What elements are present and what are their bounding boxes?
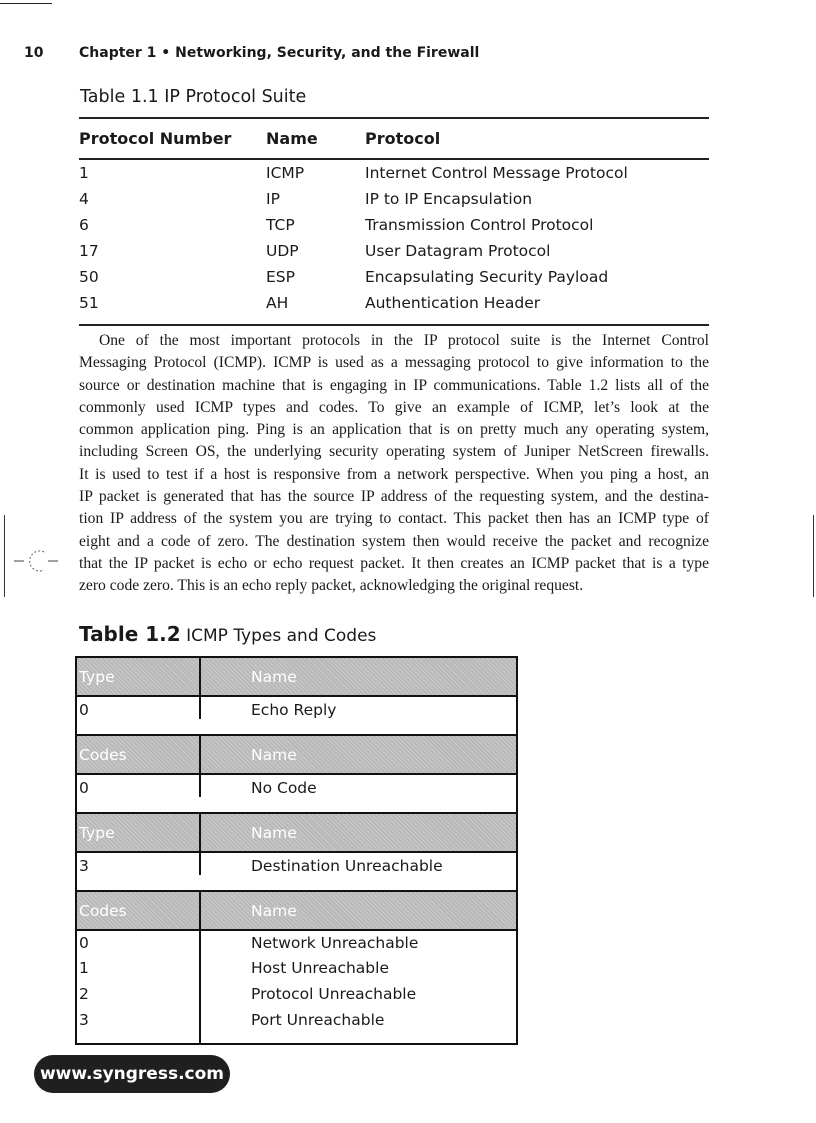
table-row [79, 160, 709, 186]
section-header-row [77, 736, 516, 775]
table-cell: Transmission Control Protocol [365, 216, 594, 234]
paragraph-line: commonly used ICMP types and codes. To give an example of ICMP, let’s look at the [79, 398, 709, 416]
table-bottom-padding [77, 1035, 201, 1043]
table-2-title [79, 622, 376, 646]
table-2-label: Table 1.2 [79, 622, 181, 646]
header-cell: Codes [77, 736, 201, 773]
paragraph-line: One of the most important protocols in the IP protocol suite is the Internet Control [99, 332, 709, 349]
table-cell: 0 [77, 931, 201, 957]
registration-mark-icon [14, 548, 60, 574]
table-cell: User Datagram Protocol [365, 242, 551, 260]
top-left-rule [0, 3, 52, 4]
table-cell: Port Unreachable [251, 1011, 385, 1029]
table-cell: Network Unreachable [251, 934, 419, 952]
table-row [77, 931, 418, 957]
table-cell: 4 [79, 190, 89, 208]
table-row [77, 697, 516, 736]
table-row [79, 264, 709, 290]
table-row [79, 186, 709, 212]
paragraph-line: Messaging Protocol (ICMP). ICMP is used as a messaging protocol to give information to the [79, 354, 709, 372]
header-cell: Name [251, 745, 297, 764]
table-cell: Encapsulating Security Payload [365, 268, 609, 286]
paragraph-line: tion IP address of the system you are trying to contact. This packet then has an ICMP type of [79, 510, 709, 528]
table-cell: IP to IP Encapsulation [365, 190, 533, 208]
table-row [79, 238, 709, 264]
table-body [79, 160, 709, 324]
column-header: Name [266, 129, 318, 148]
icmp-types-table [75, 656, 518, 1045]
running-title: Chapter 1 • Networking, Security, and the Firewall [79, 45, 480, 61]
table-cell: 3 [77, 853, 201, 875]
column-header: Protocol Number [79, 129, 232, 148]
table-cell: 17 [79, 242, 99, 260]
table-cell: UDP [266, 242, 299, 260]
table-cell: ESP [266, 268, 295, 286]
table-row [79, 290, 709, 316]
ip-protocol-table [79, 117, 709, 326]
section-header-row [77, 892, 516, 931]
paragraph-line: eight and a code of zero. The destination system then would receive the packet and recognize [79, 532, 709, 550]
table-cell: Destination Unreachable [251, 857, 443, 875]
table-cell: 51 [79, 294, 99, 312]
table-cell: ICMP [266, 164, 305, 182]
running-header [24, 45, 479, 61]
header-cell: Name [251, 823, 297, 842]
header-cell: Type [77, 658, 201, 695]
table-row [77, 775, 516, 814]
header-cell: Name [251, 901, 297, 920]
header-cell: Name [251, 667, 297, 686]
paragraph-line: IP packet is generated that has the source IP address of the requesting system, and the destina- [79, 488, 709, 506]
table-cell: 3 [77, 1009, 201, 1035]
paragraph-line: It is used to test if a host is responsive from a network perspective. When you ping a host, an [79, 465, 709, 483]
table-row [79, 212, 709, 238]
table-cell: Host Unreachable [251, 959, 389, 977]
page-number: 10 [24, 45, 44, 61]
column-header: Protocol [365, 129, 441, 148]
header-cell: Codes [77, 892, 201, 929]
section-header-row [77, 658, 516, 697]
table-cell: 2 [77, 983, 201, 1009]
table-row-group [77, 931, 516, 1043]
table-cell: AH [266, 294, 289, 312]
table-cell: TCP [266, 216, 295, 234]
table-cell: 6 [79, 216, 89, 234]
table-cell: 1 [79, 164, 89, 182]
table-2-caption: ICMP Types and Codes [186, 626, 377, 646]
table-cell: IP [266, 190, 280, 208]
table-row [77, 957, 389, 983]
table-cell: No Code [251, 779, 317, 797]
table-1-title: Table 1.1 IP Protocol Suite [80, 87, 307, 107]
table-cell: 1 [77, 957, 201, 983]
table-row [77, 1009, 384, 1035]
table-cell: Echo Reply [251, 701, 337, 719]
table-row [77, 853, 516, 892]
table-cell: 50 [79, 268, 99, 286]
table-row [77, 983, 416, 1009]
paragraph-line: source or destination machine that is engaging in IP communications. Table 1.2 lists all of the [79, 376, 709, 394]
table-cell: Authentication Header [365, 294, 541, 312]
table-cell: 0 [77, 775, 201, 797]
table-cell: 0 [77, 697, 201, 719]
table-bottom-rule [79, 324, 709, 326]
header-cell: Type [77, 814, 201, 851]
section-header-row [77, 814, 516, 853]
paragraph-line: including Screen OS, the underlying security operating system of Juniper NetScreen firewalls. [79, 443, 709, 461]
website-badge[interactable]: www.syngress.com [34, 1055, 230, 1093]
table-header-row [79, 119, 709, 158]
table-cell: Protocol Unreachable [251, 985, 417, 1003]
paragraph-line: zero code zero. This is an echo reply packet, acknowledging the original request. [79, 577, 584, 595]
crop-line-right [813, 515, 814, 597]
crop-line-left [4, 515, 5, 597]
table-cell: Internet Control Message Protocol [365, 164, 628, 182]
body-paragraph [79, 330, 709, 598]
paragraph-line: common application ping. Ping is an application that is on pretty much any operating system, [79, 421, 709, 439]
paragraph-line: that the IP packet is echo or echo request packet. It then creates an ICMP packet that is a type [79, 554, 709, 572]
